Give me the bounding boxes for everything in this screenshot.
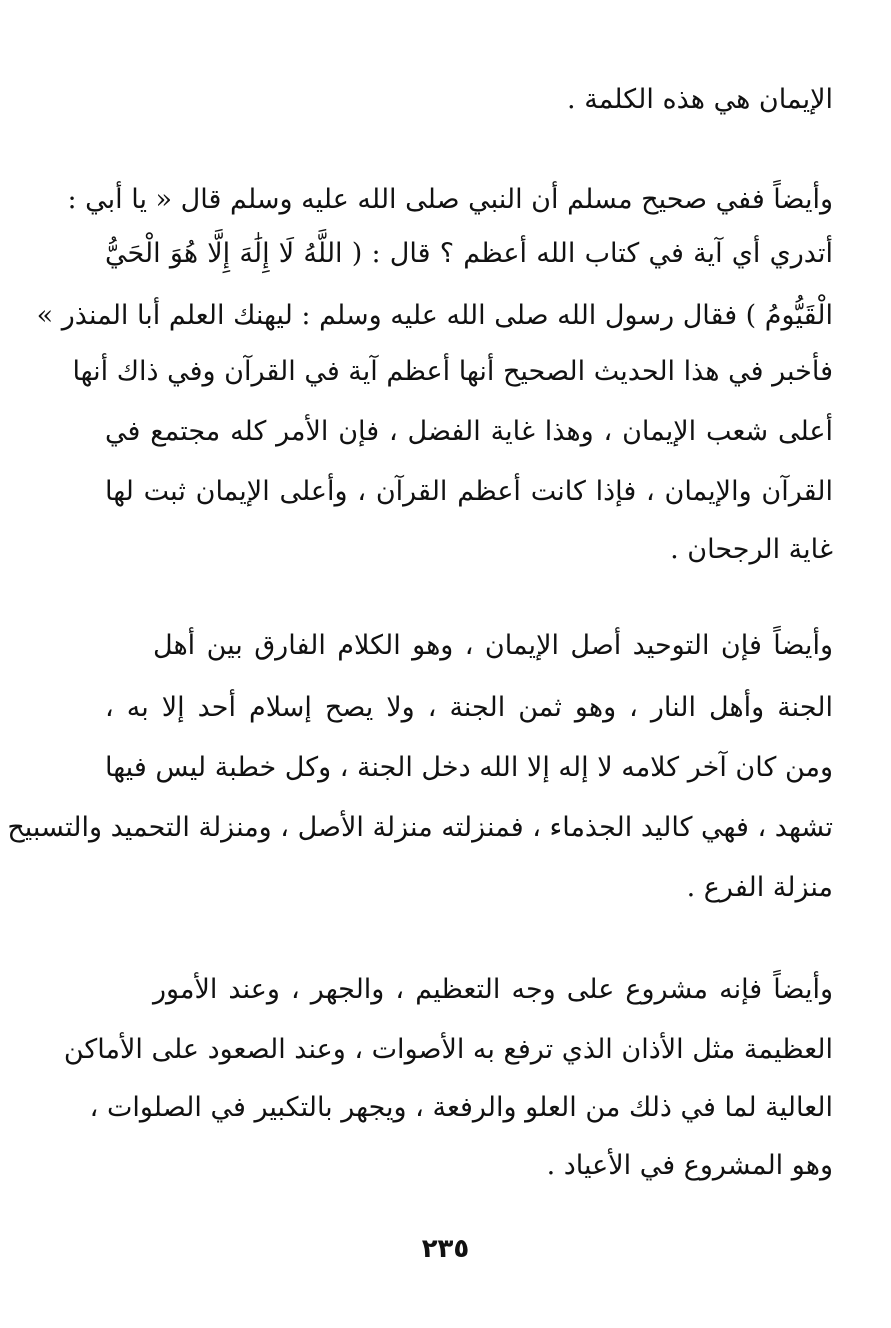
text-line-5: فأخبر في هذا الحديث الصحيح أنها أعظم آية في القرآن وفي ذاك أنها: [72, 356, 833, 387]
text-line-10: الجنة وأهل النار ، وهو ثمن الجنة ، ولا يصح إسلام أحد إلا به ،: [105, 692, 833, 723]
text-line-12: تشهد ، فهي كاليد الجذماء ، فمنزلته منزلة الأصل ، ومنزلة التحميد والتسبيح: [7, 812, 833, 843]
page-number: ٢٣٥: [421, 1234, 470, 1264]
text-line-4: الْقَيُّومُ ) فقال رسول الله صلى الله عليه وسلم : ليهنك العلم أبا المنذر »: [36, 300, 833, 331]
text-line-16: العالية لما في ذلك من العلو والرفعة ، ويجهر بالتكبير في الصلوات ،: [89, 1092, 833, 1123]
text-line-17: وهو المشروع في الأعياد .: [546, 1150, 833, 1181]
text-line-15: العظيمة مثل الأذان الذي ترفع به الأصوات ، وعند الصعود على الأماكن: [63, 1034, 833, 1065]
text-line-8: غاية الرجحان .: [670, 534, 833, 565]
text-line-11: ومن كان آخر كلامه لا إله إلا الله دخل الجنة ، وكل خطبة ليس فيها: [105, 752, 834, 783]
text-line-2: وأيضاً ففي صحيح مسلم أن النبي صلى الله عليه وسلم قال « يا أبي :: [67, 184, 833, 215]
text-line-3: أتدري أي آية في كتاب الله أعظم ؟ قال : ( اللَّهُ لَا إِلَٰهَ إِلَّا هُوَ الْحَيُّ: [105, 238, 833, 269]
text-line-14: وأيضاً فإنه مشروع على وجه التعظيم ، والجهر ، وعند الأمور: [153, 974, 833, 1005]
text-line-13: منزلة الفرع .: [686, 872, 833, 903]
text-line-7: القرآن والإيمان ، فإذا كانت أعظم القرآن ، وأعلى الإيمان ثبت لها: [105, 476, 833, 507]
text-line-9: وأيضاً فإن التوحيد أصل الإيمان ، وهو الكلام الفارق بين أهل: [153, 630, 833, 661]
text-line-1: الإيمان هي هذه الكلمة .: [567, 84, 833, 115]
text-line-6: أعلى شعب الإيمان ، وهذا غاية الفضل ، فإن الأمر كله مجتمع في: [105, 416, 833, 447]
